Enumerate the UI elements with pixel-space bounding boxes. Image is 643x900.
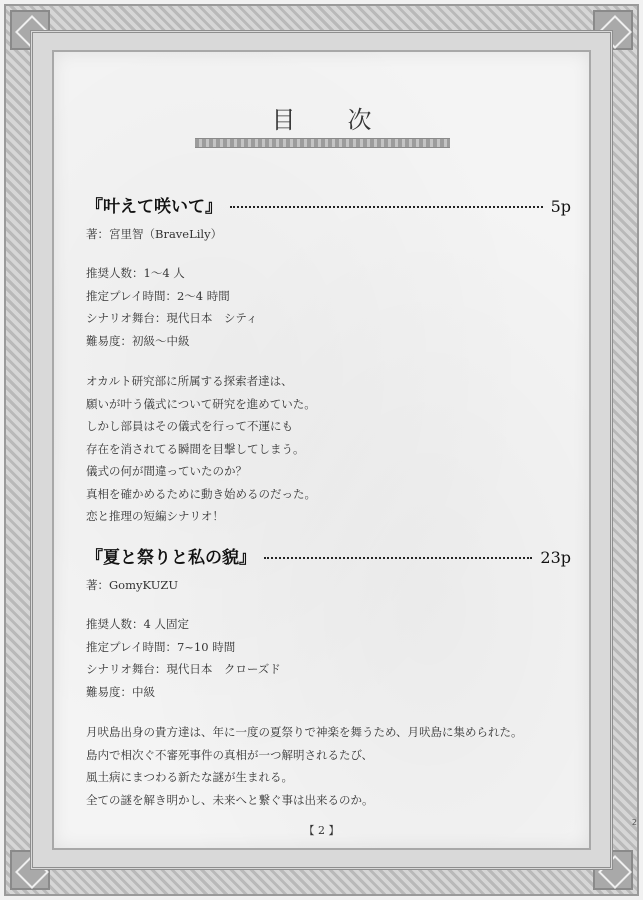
desc-line: 全ての謎を解き明かし、未来へと繋ぐ事は出来るのか。 bbox=[86, 792, 374, 807]
desc-line: 恋と推理の短編シナリオ！ bbox=[86, 509, 224, 523]
desc-line: 儀式の何が間違っていたのか？ bbox=[86, 464, 247, 478]
desc-line: 願いが叶う儀式について研究を進めていた。 bbox=[86, 396, 316, 411]
leader-dots bbox=[264, 557, 532, 559]
spec-line: 推定プレイ時間：2～4 時間 bbox=[86, 288, 230, 303]
page-number: 【 2 】 bbox=[303, 824, 340, 837]
desc-line: 存在を消されてる瞬間を目撃してしまう。 bbox=[86, 441, 305, 456]
desc-line: しかし部員はその儀式を行って不運にも bbox=[86, 419, 293, 433]
side-page-number: 2 bbox=[631, 818, 637, 827]
entry-page: 5p bbox=[550, 197, 571, 216]
leader-dots bbox=[230, 206, 543, 208]
entry-specs bbox=[86, 613, 571, 703]
desc-line: 月吠島出身の貴方達は、年に一度の夏祭りで神楽を舞うため、月吠島に集められた。 bbox=[86, 725, 523, 739]
entry-specs bbox=[86, 262, 571, 352]
toc-entry-heading[interactable] bbox=[86, 192, 571, 217]
desc-line: オカルト研究部に所属する探索者達は、 bbox=[86, 374, 293, 388]
toc-entry bbox=[86, 192, 571, 528]
spec-line: 推奨人数：1～4 人 bbox=[86, 266, 185, 280]
title-ornament-rule bbox=[195, 138, 450, 148]
entry-author: 著：GomyKUZU bbox=[86, 578, 179, 592]
entry-title: 『夏と祭りと私の貌』 bbox=[86, 548, 256, 568]
desc-line: 島内で相次ぐ不審死事件の真相が一つ解明されるたび、 bbox=[86, 747, 374, 762]
toc-entry bbox=[86, 543, 571, 811]
spec-line: 難易度：中級 bbox=[86, 684, 155, 699]
entry-page: 23p bbox=[540, 548, 571, 567]
entry-description bbox=[86, 370, 571, 528]
spec-line: シナリオ舞台：現代日本 クローズド bbox=[86, 662, 281, 676]
spec-line: 難易度：初級～中級 bbox=[86, 333, 190, 348]
entry-author: 著：宮里智（BraveLily） bbox=[86, 227, 223, 241]
toc-title: 目 次 bbox=[271, 106, 386, 134]
desc-line: 風土病にまつわる新たな謎が生まれる。 bbox=[86, 770, 293, 784]
entry-description bbox=[86, 721, 571, 811]
entry-title: 『叶えて咲いて』 bbox=[86, 197, 222, 217]
spec-line: シナリオ舞台：現代日本 シティ bbox=[86, 311, 258, 325]
spec-line: 推定プレイ時間：7~10 時間 bbox=[86, 639, 236, 654]
spec-line: 推奨人数：4 人固定 bbox=[86, 617, 189, 631]
desc-line: 真相を確かめるために動き始めるのだった。 bbox=[86, 486, 316, 501]
toc-entry-heading[interactable] bbox=[86, 543, 571, 568]
